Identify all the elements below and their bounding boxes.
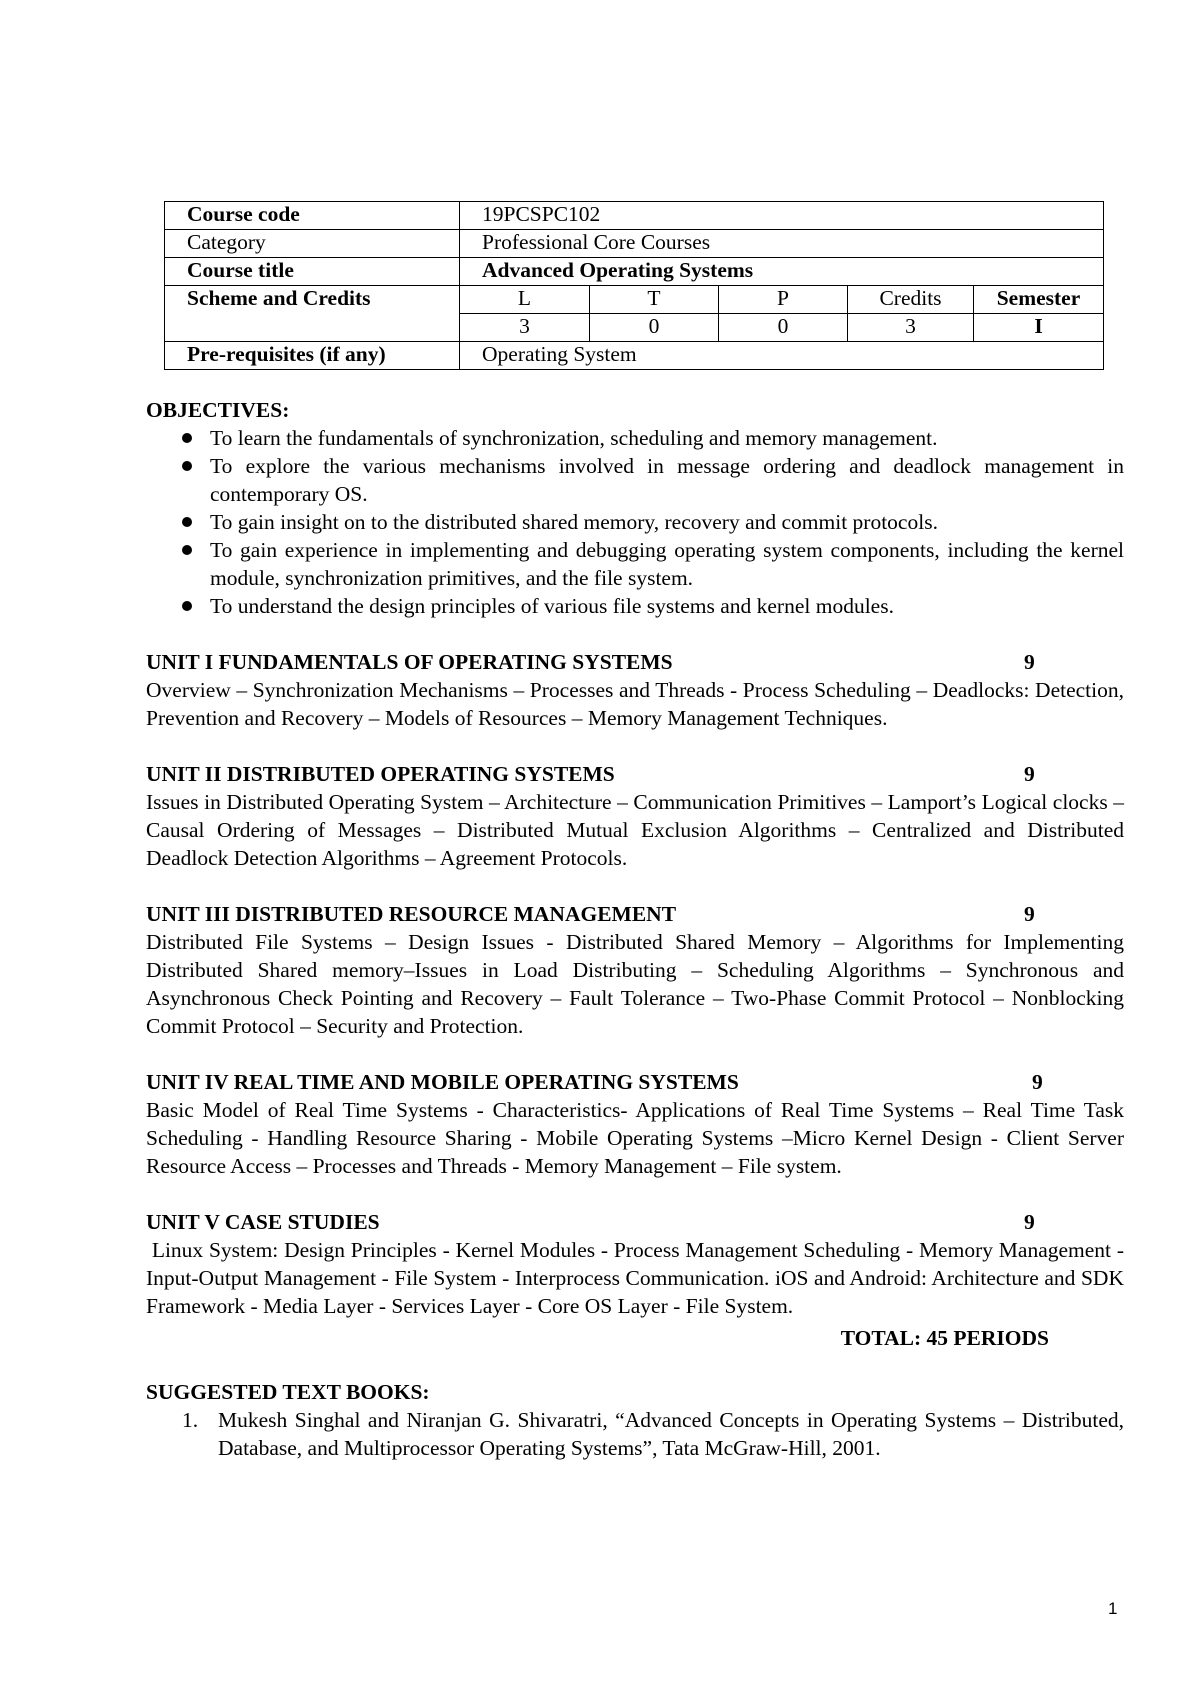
unit-title: UNIT III DISTRIBUTED RESOURCE MANAGEMENT: [146, 902, 677, 926]
list-item: [182, 1406, 1124, 1462]
objectives-heading: OBJECTIVES:: [146, 398, 290, 422]
scheme-label: Scheme and Credits: [165, 286, 460, 342]
unit-title: UNIT I FUNDAMENTALS OF OPERATING SYSTEMS: [146, 650, 673, 674]
course-code-label: Course code: [165, 202, 460, 230]
bullet-icon: [182, 433, 192, 443]
table-row: [165, 342, 1104, 370]
t-value: 0: [590, 314, 719, 342]
category-value: Professional Core Courses: [460, 230, 1104, 258]
course-code-value: 19PCSPC102: [460, 202, 1104, 230]
document-content: [146, 201, 1130, 1462]
unit-heading: [146, 648, 1124, 676]
unit-title: UNIT II DISTRIBUTED OPERATING SYSTEMS: [146, 762, 615, 786]
credits-value: 3: [848, 314, 974, 342]
p-header: P: [719, 286, 848, 314]
unit-body: Linux System: Design Principles - Kernel Modules - Process Management Scheduling - Memory Management - Input-Output Management - File System - Interprocess Communication. iOS and Android: Architecture and SDK Framework - Media Layer - Services Layer - Core OS Layer - File System.: [146, 1238, 1130, 1318]
text-books-heading: SUGGESTED TEXT BOOKS:: [146, 1380, 430, 1404]
prereq-label: Pre-requisites (if any): [165, 342, 460, 370]
book-reference: Mukesh Singhal and Niranjan G. Shivaratri, “Advanced Concepts in Operating Systems – Distributed, Database, and Multiprocessor Operating Systems”, Tata McGraw-Hill, 2001.: [218, 1408, 1124, 1460]
unit-section: [146, 1068, 1124, 1180]
list-number: 1.: [182, 1408, 199, 1432]
list-item: To gain experience in implementing and debugging operating system components, including the kernel module, synchronization primitives, and the file system.: [210, 536, 1124, 592]
unit-hours: 9: [1024, 650, 1035, 674]
table-row: [165, 202, 1104, 230]
category-label: Category: [165, 230, 460, 258]
text-books-list: [146, 1406, 1124, 1462]
list-item: To learn the fundamentals of synchronization, scheduling and memory management.: [210, 424, 1124, 452]
unit-heading: [146, 1208, 1124, 1236]
unit-title: UNIT V CASE STUDIES: [146, 1210, 380, 1234]
bullet-icon: [182, 517, 192, 527]
semester-value: I: [974, 314, 1104, 342]
unit-title: UNIT IV REAL TIME AND MOBILE OPERATING SYSTEMS: [146, 1070, 739, 1094]
bullet-icon: [182, 545, 192, 555]
credits-header: Credits: [848, 286, 974, 314]
l-header: L: [460, 286, 590, 314]
objectives-list: [146, 424, 1124, 620]
unit-hours: 9: [1024, 902, 1035, 926]
unit-section: [146, 900, 1124, 1040]
unit-section: [146, 760, 1124, 872]
unit-heading: [146, 760, 1124, 788]
unit-body: Distributed File Systems – Design Issues - Distributed Shared Memory – Algorithms for Implementing Distributed Shared memory–Issues in Load Distributing – Scheduling Algorithms – Synchronous and Asynchronous Check Pointing and Recovery – Fault Tolerance – Two-Phase Commit Protocol – Nonblocking Commit Protocol – Security and Protection.: [146, 930, 1124, 1038]
course-title-value: Advanced Operating Systems: [460, 258, 1104, 286]
unit-body: Issues in Distributed Operating System – Architecture – Communication Primitives – Lamport’s Logical clocks – Causal Ordering of Messages – Distributed Mutual Exclusion Algorithms – Centralized and Distributed Deadlock Detection Algorithms – Agreement Protocols.: [146, 790, 1124, 870]
unit-body: Basic Model of Real Time Systems - Characteristics- Applications of Real Time Systems – Real Time Task Scheduling - Handling Resource Sharing - Mobile Operating Systems –Micro Kernel Design - Client Server Resource Access – Processes and Threads - Memory Management – File system.: [146, 1098, 1124, 1178]
unit-hours: 9: [1024, 762, 1035, 786]
unit-heading: [146, 1068, 1124, 1096]
total-periods: TOTAL: 45 PERIODS: [840, 1326, 1049, 1350]
unit-section: [146, 648, 1124, 732]
list-item: To gain insight on to the distributed shared memory, recovery and commit protocols.: [210, 508, 1124, 536]
bullet-icon: [182, 601, 192, 611]
unit-hours: 9: [1024, 1210, 1035, 1234]
l-value: 3: [460, 314, 590, 342]
unit-hours: 9: [1032, 1070, 1043, 1094]
course-details-table: [164, 201, 1104, 370]
table-row: [165, 286, 1104, 314]
p-value: 0: [719, 314, 848, 342]
semester-header: Semester: [974, 286, 1104, 314]
t-header: T: [590, 286, 719, 314]
unit-section: [146, 1208, 1130, 1320]
table-row: [165, 258, 1104, 286]
unit-heading: [146, 900, 1124, 928]
list-item: To understand the design principles of various file systems and kernel modules.: [210, 592, 1124, 620]
prereq-value: Operating System: [460, 342, 1104, 370]
bullet-icon: [182, 461, 192, 471]
list-item: To explore the various mechanisms involved in message ordering and deadlock management in contemporary OS.: [210, 452, 1124, 508]
course-title-label: Course title: [165, 258, 460, 286]
table-row: [165, 230, 1104, 258]
page-number: 1: [1108, 1599, 1118, 1618]
unit-body: Overview – Synchronization Mechanisms – Processes and Threads - Process Scheduling – Deadlocks: Detection, Prevention and Recovery – Models of Resources – Memory Management Techniques.: [146, 678, 1124, 730]
